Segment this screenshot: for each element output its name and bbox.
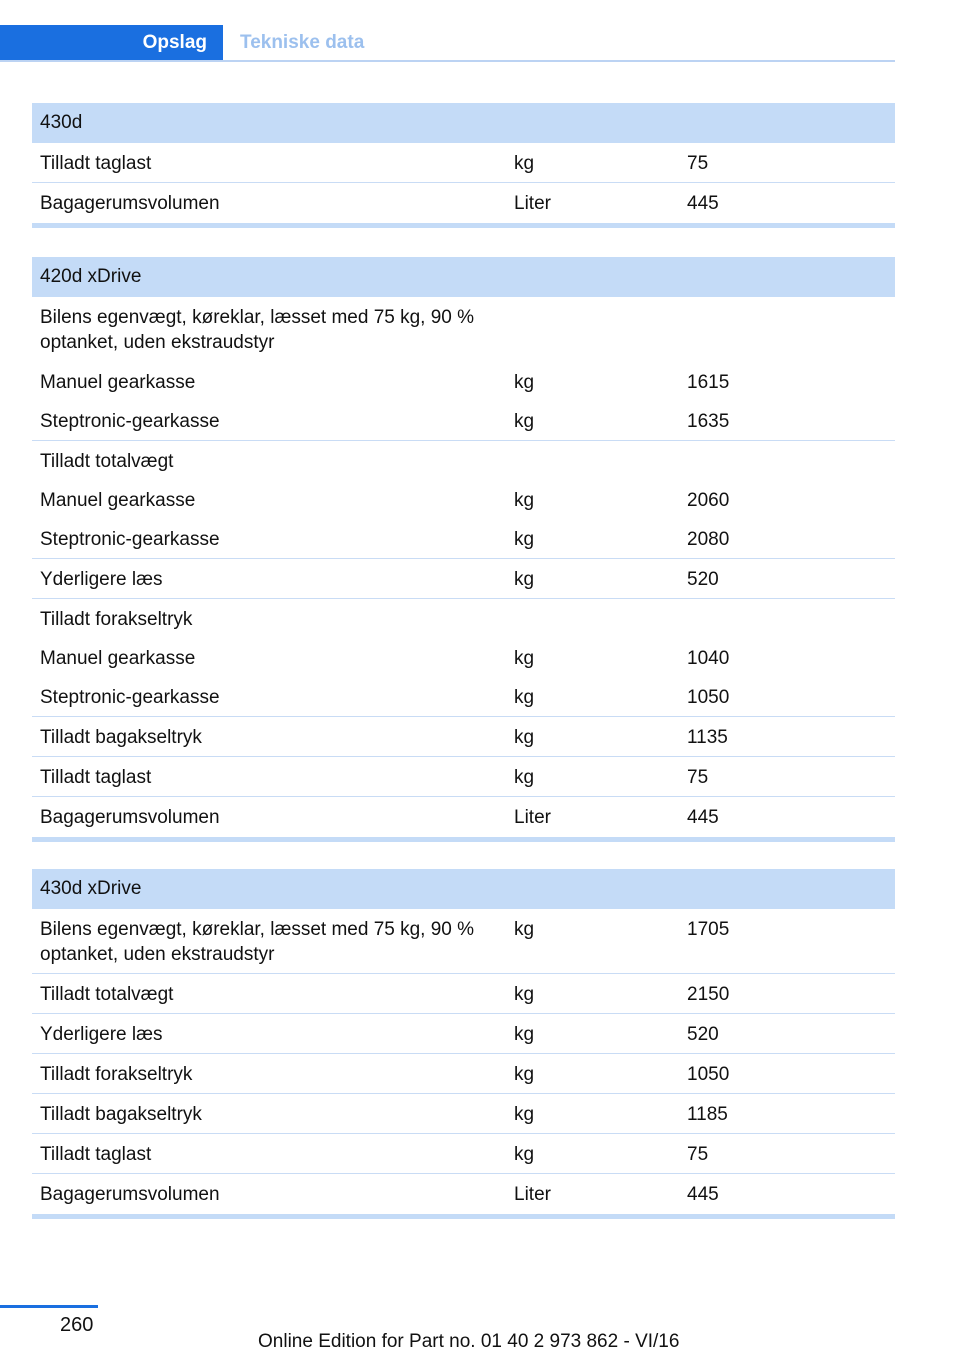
row-value: 445 xyxy=(687,1184,719,1205)
row-unit: Liter xyxy=(514,193,551,214)
section-title: 430d xDrive xyxy=(32,869,895,909)
row-unit: kg xyxy=(514,411,535,432)
row-value: 520 xyxy=(687,569,719,590)
table-row xyxy=(32,183,895,223)
table-row xyxy=(32,519,895,559)
row-label: Tilladt forakseltryk xyxy=(40,609,193,630)
row-value: 1040 xyxy=(687,648,730,669)
table-row xyxy=(32,757,895,797)
row-value: 520 xyxy=(687,1024,719,1045)
row-unit: kg xyxy=(514,529,535,550)
table-row xyxy=(32,974,895,1014)
table-420d-xdrive xyxy=(32,257,895,842)
row-unit: kg xyxy=(514,687,535,708)
row-unit: kg xyxy=(514,1144,535,1165)
row-unit: kg xyxy=(514,984,535,1005)
row-label: Tilladt taglast xyxy=(40,153,152,174)
section-title: 430d xyxy=(32,103,895,143)
row-unit: kg xyxy=(514,372,535,393)
section-end-rule xyxy=(32,1214,895,1219)
row-label: Tilladt totalvægt xyxy=(40,984,174,1005)
row-label: Tilladt taglast xyxy=(40,767,152,788)
row-value: 1050 xyxy=(687,1064,730,1085)
footer-accent-rule xyxy=(0,1305,98,1308)
row-label: Bagagerumsvolumen xyxy=(40,1184,220,1205)
row-unit: Liter xyxy=(514,1184,551,1205)
row-unit: kg xyxy=(514,727,535,748)
row-label: Manuel gearkasse xyxy=(40,372,196,393)
row-label: Tilladt bagakseltryk xyxy=(40,1104,202,1125)
table-row xyxy=(32,1094,895,1134)
row-unit: kg xyxy=(514,1104,535,1125)
table-row xyxy=(32,401,895,441)
row-label: Steptronic-gearkasse xyxy=(40,411,220,432)
row-unit: kg xyxy=(514,648,535,669)
row-value: 2060 xyxy=(687,490,730,511)
table-row xyxy=(32,599,895,638)
row-unit: kg xyxy=(514,490,535,511)
row-value: 75 xyxy=(687,153,709,174)
row-label: Tilladt taglast xyxy=(40,1144,152,1165)
table-row xyxy=(32,1014,895,1054)
row-value: 445 xyxy=(687,807,719,828)
section-end-rule xyxy=(32,837,895,842)
table-row xyxy=(32,909,895,974)
page-header xyxy=(0,25,895,63)
tab-opslag[interactable]: Opslag xyxy=(0,25,223,61)
table-row xyxy=(32,1174,895,1214)
table-row xyxy=(32,480,895,519)
row-label: Steptronic-gearkasse xyxy=(40,687,220,708)
row-unit: kg xyxy=(514,767,535,788)
row-unit: kg xyxy=(514,569,535,590)
header-divider xyxy=(0,60,895,62)
row-label: Bilens egenvægt, køreklar, læsset med 75 kg, 90 % optanket, uden ekstraudstyr xyxy=(40,919,475,965)
table-row xyxy=(32,677,895,717)
row-label: Tilladt bagakseltryk xyxy=(40,727,202,748)
row-value: 445 xyxy=(687,193,719,214)
row-value: 75 xyxy=(687,767,709,788)
row-label: Steptronic-gearkasse xyxy=(40,529,220,550)
edition-note: Online Edition for Part no. 01 40 2 973 862 - VI/16 xyxy=(258,1331,680,1352)
row-label: Manuel gearkasse xyxy=(40,490,196,511)
row-label: Tilladt forakseltryk xyxy=(40,1064,193,1085)
page-number: 260 xyxy=(60,1314,94,1336)
table-row xyxy=(32,797,895,837)
row-value: 1185 xyxy=(687,1104,728,1125)
tab-tekniske-data[interactable]: Tekniske data xyxy=(240,32,365,53)
table-row xyxy=(32,1134,895,1174)
table-row xyxy=(32,717,895,757)
row-value: 1615 xyxy=(687,372,730,393)
row-unit: kg xyxy=(514,919,535,940)
row-label: Bilens egenvægt, køreklar, læsset med 75 kg, 90 % optanket, uden ekstraudstyr xyxy=(40,307,475,353)
row-label: Bagagerumsvolumen xyxy=(40,193,220,214)
section-end-rule xyxy=(32,223,895,228)
row-label: Manuel gearkasse xyxy=(40,648,196,669)
row-unit: kg xyxy=(514,1064,535,1085)
row-label: Tilladt totalvægt xyxy=(40,451,174,472)
row-value: 2150 xyxy=(687,984,730,1005)
row-value: 75 xyxy=(687,1144,709,1165)
row-value: 1135 xyxy=(687,727,728,748)
row-unit: Liter xyxy=(514,807,551,828)
table-row xyxy=(32,1054,895,1094)
row-unit: kg xyxy=(514,153,535,174)
section-title: 420d xDrive xyxy=(32,257,895,297)
row-label: Bagagerumsvolumen xyxy=(40,807,220,828)
table-row xyxy=(32,362,895,401)
row-value: 1635 xyxy=(687,411,730,432)
table-430d xyxy=(32,103,895,228)
row-unit: kg xyxy=(514,1024,535,1045)
table-row xyxy=(32,441,895,480)
table-row xyxy=(32,297,895,362)
table-row xyxy=(32,559,895,599)
row-value: 2080 xyxy=(687,529,730,550)
table-430d-xdrive xyxy=(32,869,895,1219)
row-label: Yderligere læs xyxy=(40,569,163,590)
row-label: Yderligere læs xyxy=(40,1024,163,1045)
row-value: 1050 xyxy=(687,687,730,708)
table-row xyxy=(32,143,895,183)
row-value: 1705 xyxy=(687,919,730,940)
table-row xyxy=(32,638,895,677)
